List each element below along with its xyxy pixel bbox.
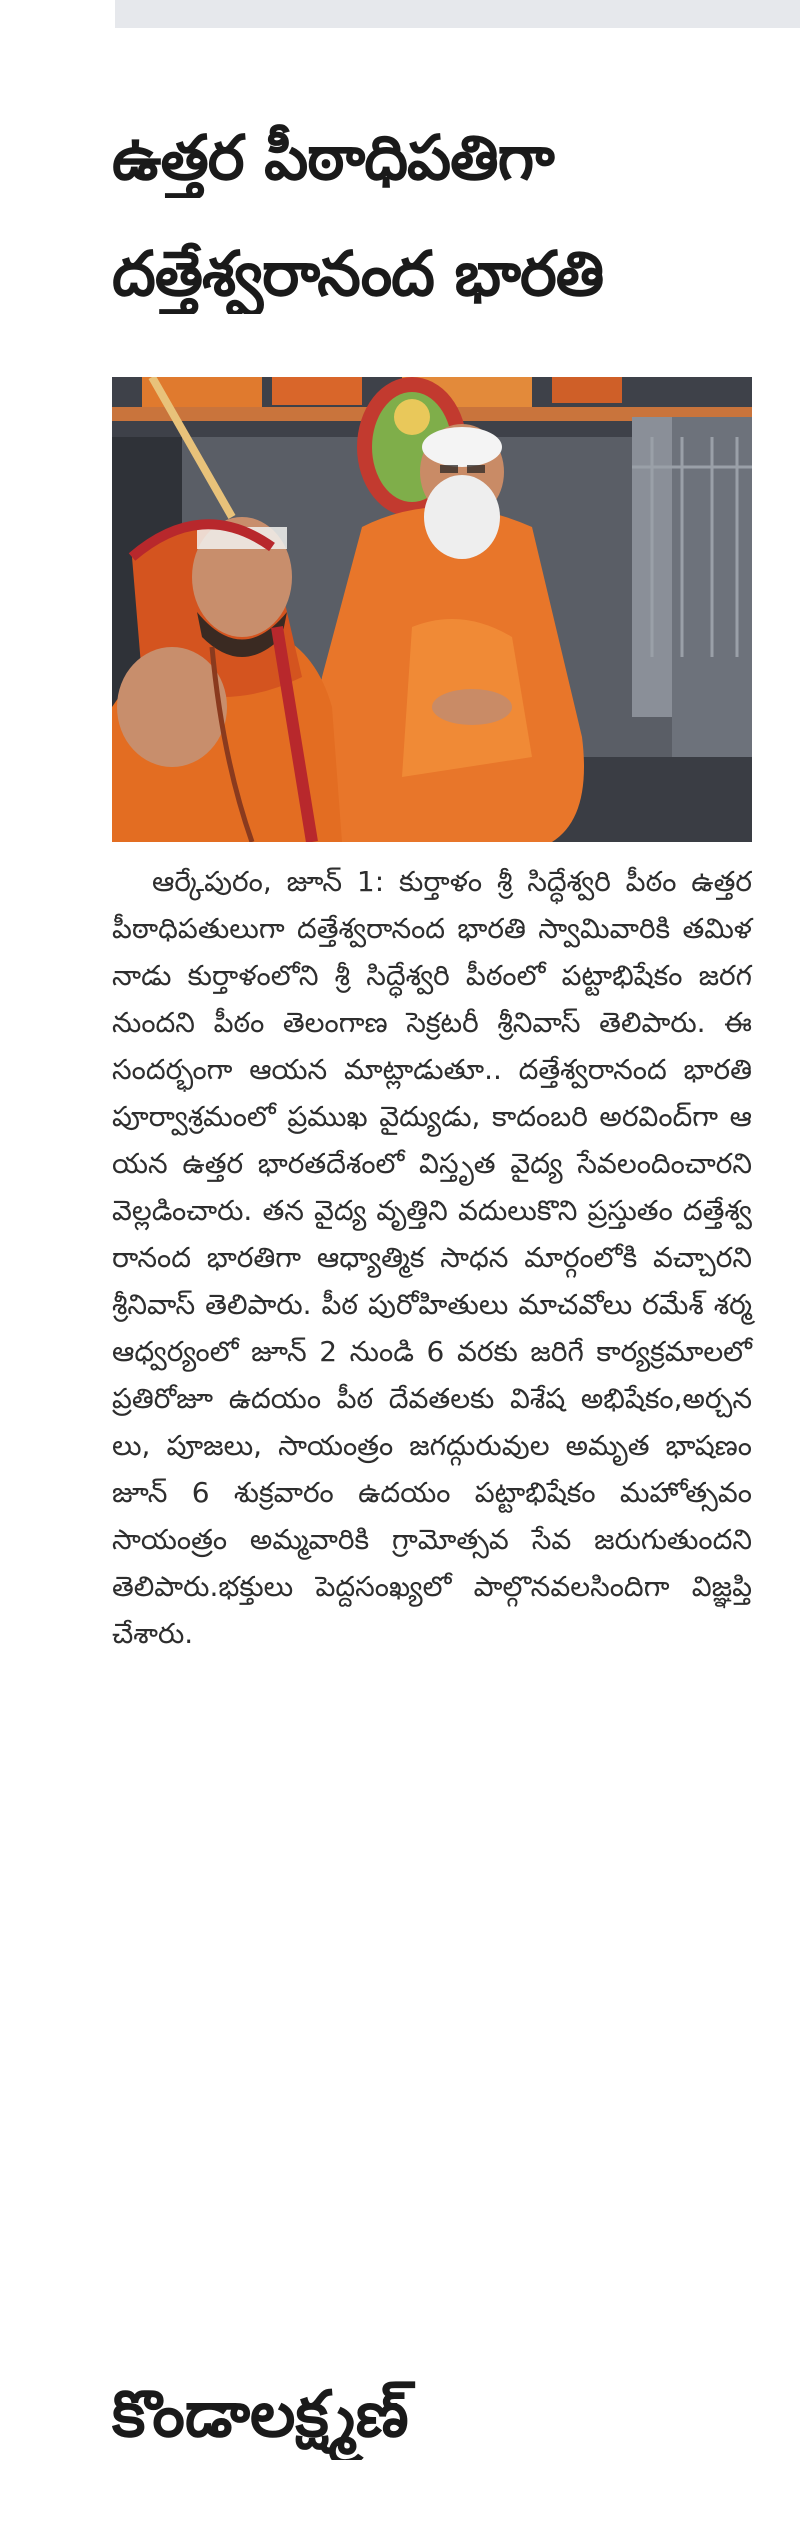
article-body-text: ఆర్కేపురం, జూన్ 1: కుర్తాళం శ్రీ సిద్ధేశ్వరి పీఠం ఉత్తర పీఠాధిపతులుగా దత్తేశ్వరానంద భారతి స్వామివారికి తమిళనాడు కుర్తాళంలోని శ్రీ సిద్ధేశ్వరి పీఠంలో పట్టాభిషేకం జరగనుందని పీఠం తెలంగాణ సెక్రటరీ శ్రీనివాస్ తెలిపారు. ఈ సందర్భంగా ఆయన మాట్లాడుతూ.. దత్తేశ్వరానంద భారతి పూర్వాశ్రమంలో ప్రముఖ వైద్యుడు, కాదంబరి అరవింద్‌గా ఆయన ఉత్తర భారతదేశంలో విస్తృత వైద్య సేవలందించారని వెల్లడించారు. తన వైద్య వృత్తిని వదులుకొని ప్రస్తుతం దత్తేశ్వరానంద భారతిగా ఆధ్యాత్మిక సాధన మార్గంలోకి వచ్చారని శ్రీనివాస్ తెలిపారు. పీఠ పురోహితులు మాచవోలు రమేశ్ శర్మ ఆధ్వర్యంలో జూన్ 2 నుండి 6 వరకు జరిగే కార్యక్రమాలలో ప్రతిరోజూ ఉదయం పీఠ దేవతలకు విశేష అభిషేకం,అర్చనలు, పూజలు, సాయంత్రం జగద్గురువుల అమృత భాషణం జూన్ 6 శుక్రవారం ఉదయం పట్టాభిషేకం మహోత్సవం సాయంత్రం అమ్మవారికి గ్రామోత్సవ సేవ జరుగుతుందని తెలిపారు.భక్తులు పెద్దసంఖ్యలో పాల్గొనవలసిందిగా విజ్ఞప్తి చేశారు. (112, 865, 752, 1650)
top-divider-band (115, 0, 800, 28)
next-article-subheadline-cropped (112, 2512, 712, 2548)
article-photo (112, 377, 752, 842)
next-article-headline: కొండాలక్ష్మణ్ (112, 2378, 409, 2452)
headline-line-2: దత్తేశ్వరానంద భారతి (112, 237, 604, 310)
headline-line-1: ఉత్తర పీఠాధిపతిగా (112, 121, 554, 194)
